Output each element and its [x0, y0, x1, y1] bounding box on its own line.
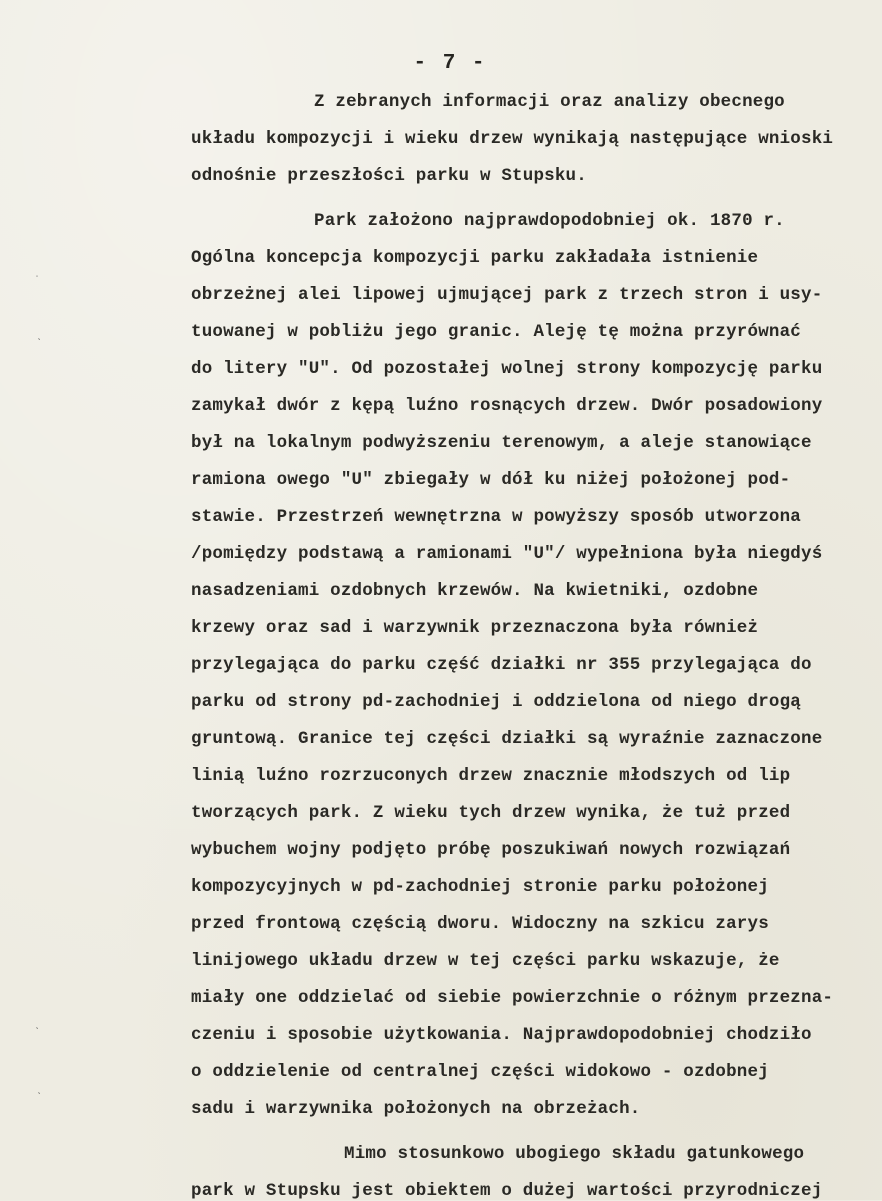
text-line: ramiona owego "U" zbiegały w dół ku niżej położonej pod- — [191, 470, 791, 490]
text-line: układu kompozycji i wieku drzew wynikają następujące wnioski — [191, 129, 834, 149]
text-line: gruntową. Granice tej części działki są wyraźnie zaznaczone — [191, 729, 823, 749]
text-line: miały one oddzielać od siebie powierzchnie o różnym przezna- — [191, 988, 834, 1008]
text-line: linią luźno rozrzuconych drzew znacznie młodszych od lip — [191, 766, 791, 786]
text-line: nasadzeniami ozdobnych krzewów. Na kwietniki, ozdobne — [191, 581, 759, 601]
text-line: krzewy oraz sad i warzywnik przeznaczona była również — [191, 618, 759, 638]
text-line: Mimo stosunkowo ubogiego składu gatunkowego — [344, 1144, 805, 1164]
text-line: Ogólna koncepcja kompozycji parku zakładała istnienie — [191, 248, 759, 268]
text-line: sadu i warzywnika położonych na obrzeżach. — [191, 1099, 641, 1119]
text-line: stawie. Przestrzeń wewnętrzna w powyższy sposób utworzona — [191, 507, 801, 527]
text-line: zamykał dwór z kępą luźno rosnących drzew. Dwór posadowiony — [191, 396, 823, 416]
text-line: park w Stupsku jest obiektem o dużej wartości przyrodniczej — [191, 1181, 823, 1201]
margin-mark: ˌ — [34, 268, 41, 279]
margin-mark: ˎ — [34, 1020, 41, 1031]
text-line: odnośnie przeszłości parku w Stupsku. — [191, 166, 587, 186]
text-line: czeniu i sposobie użytkowania. Najprawdopodobniej chodziło — [191, 1025, 812, 1045]
text-line: parku od strony pd-zachodniej i oddzielona od niego drogą — [191, 692, 801, 712]
text-line: do litery "U". Od pozostałej wolnej strony kompozycję parku — [191, 359, 823, 379]
text-line: był na lokalnym podwyższeniu terenowym, a aleje stanowiące — [191, 433, 812, 453]
text-line: przed frontową częścią dworu. Widoczny na szkicu zarys — [191, 914, 769, 934]
text-line: kompozycyjnych w pd-zachodniej stronie parku położonej — [191, 877, 769, 897]
text-line: linijowego układu drzew w tej części parku wskazuje, że — [191, 951, 780, 971]
text-line: obrzeżnej alei lipowej ujmującej park z trzech stron i usy- — [191, 285, 823, 305]
text-line: Park założono najprawdopodobniej ok. 1870 r. — [314, 211, 785, 231]
margin-mark: ˎ — [36, 1085, 43, 1096]
text-line: /pomiędzy podstawą a ramionami "U"/ wypełniona była niegdyś — [191, 544, 823, 564]
page-number: - 7 - — [413, 52, 487, 75]
text-line: tuowanej w pobliżu jego granic. Aleję tę można przyrównać — [191, 322, 801, 342]
text-line: o oddzielenie od centralnej części widokowo - ozdobnej — [191, 1062, 769, 1082]
text-line: przylegająca do parku część działki nr 355 przylegająca do — [191, 655, 812, 675]
text-line: tworzących park. Z wieku tych drzew wynika, że tuż przed — [191, 803, 791, 823]
text-line: Z zebranych informacji oraz analizy obecnego — [314, 92, 785, 112]
text-line: wybuchem wojny podjęto próbę poszukiwań nowych rozwiązań — [191, 840, 791, 860]
margin-mark: ˎ — [36, 331, 43, 342]
